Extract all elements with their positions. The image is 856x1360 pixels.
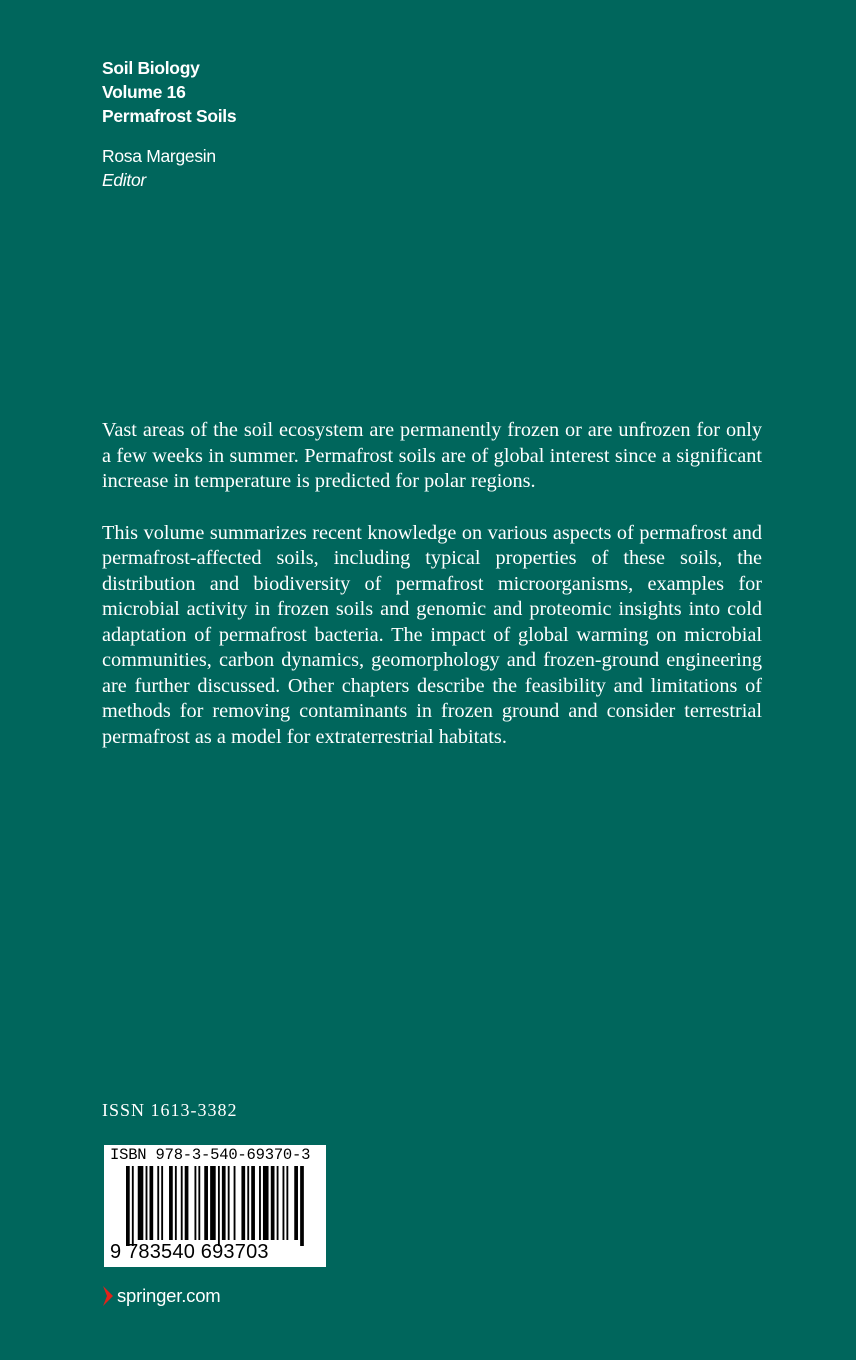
series-title: Soil Biology: [102, 58, 200, 78]
publisher-url[interactable]: springer.com: [117, 1285, 221, 1306]
barcode-bar: [146, 1166, 148, 1240]
barcode-bar: [175, 1166, 177, 1240]
barcode-bar: [161, 1166, 163, 1240]
barcode-bar: [286, 1166, 288, 1240]
barcode-bar: [126, 1166, 130, 1246]
barcode-bar: [234, 1166, 236, 1240]
barcode-bar: [294, 1166, 298, 1240]
barcode-bar: [259, 1166, 261, 1240]
barcode-bars: [126, 1166, 306, 1246]
barcode: [104, 1145, 326, 1267]
barcode-bar: [218, 1166, 220, 1246]
barcode-bar: [194, 1166, 196, 1240]
series-block: [102, 56, 236, 192]
barcode-bar: [157, 1166, 159, 1240]
blurb-paragraph: This volume summarizes recent knowledge on various aspects of permafrost and permafrost-affected soils, including typical properties of these soils, the distribution and biodiversity of permafrost microorganisms, examples for microbial activity in frozen soils and genomic and proteomic insights into cold adaptation of permafrost bacteria. The impact of global warming on microbial communities, carbon dynamics, geomorphology and frozen-ground engineering are further discussed. Other chapters describe the feasibility and limitations of methods for removing contaminants in frozen ground and consider terrestrial permafrost as a model for extraterrestrial habitats.: [102, 521, 762, 748]
barcode-bar: [132, 1166, 134, 1246]
editor-role: Editor: [102, 170, 146, 190]
barcode-bar: [198, 1166, 200, 1240]
barcode-bar: [138, 1166, 144, 1240]
back-cover-blurb: [102, 418, 762, 776]
editor-name: Rosa Margesin: [102, 146, 216, 166]
publisher-link[interactable]: [102, 1283, 221, 1309]
blurb-paragraph: Vast areas of the soil ecosystem are permanently frozen or are unfrozen for only a few weeks in summer. Permafrost soils are of global interest since a significant increase in temperature is predicted for polar regions.: [102, 419, 762, 492]
barcode-bar: [300, 1166, 304, 1246]
ean-digits: 9 783540 693703: [110, 1241, 269, 1263]
barcode-bar: [185, 1166, 189, 1240]
barcode-bar: [210, 1166, 216, 1240]
barcode-bar: [247, 1166, 249, 1240]
barcode-bar: [222, 1166, 226, 1240]
barcode-bar: [251, 1166, 255, 1240]
barcode-bar: [169, 1166, 173, 1240]
series-volume: Volume 16: [102, 82, 186, 102]
barcode-bar: [271, 1166, 275, 1240]
barcode-bar: [241, 1166, 245, 1240]
barcode-bar: [149, 1166, 153, 1240]
issn-label: ISSN 1613-3382: [102, 1100, 238, 1120]
isbn-label: ISBN 978-3-540-69370-3: [110, 1146, 311, 1164]
barcode-bar: [204, 1166, 208, 1240]
barcode-bar: [181, 1166, 183, 1240]
chevron-right-icon: [102, 1285, 114, 1307]
barcode-bar: [263, 1166, 269, 1240]
barcode-bar: [283, 1166, 285, 1240]
barcode-bar: [277, 1166, 279, 1240]
book-title: Permafrost Soils: [102, 106, 237, 126]
barcode-bar: [228, 1166, 230, 1240]
